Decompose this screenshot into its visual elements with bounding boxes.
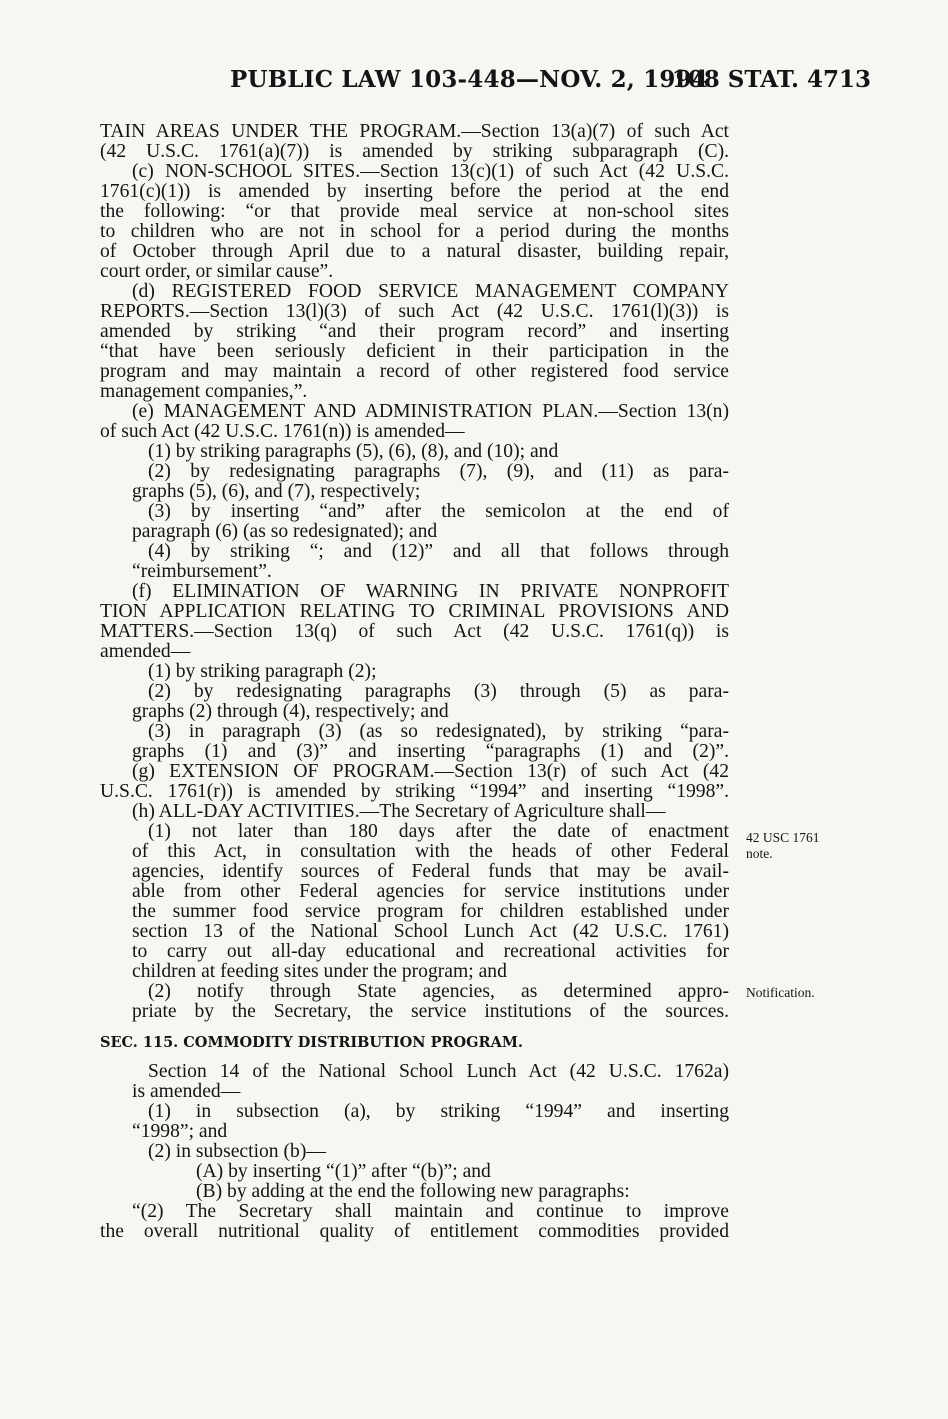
page-header bbox=[204, 60, 871, 104]
text-line: (h) ALL-DAY ACTIVITIES.—The Secretary of Agriculture shall— bbox=[132, 802, 666, 822]
text-line: amended— bbox=[100, 642, 191, 662]
text-line: REPORTS.—Section 13(l)(3) of such Act (42 U.S.C. 1761(l)(3)) is bbox=[100, 302, 729, 322]
text-line: management companies,”. bbox=[100, 382, 308, 402]
text-line: children at feeding sites under the program; and bbox=[132, 962, 507, 982]
text-line: graphs (5), (6), and (7), respectively; bbox=[132, 482, 421, 502]
text-line: amended by striking “and their program record” and inserting bbox=[100, 322, 729, 342]
text-line: (3) in paragraph (3) (as so redesignated), by striking “para- bbox=[148, 722, 729, 742]
text-line: is amended— bbox=[132, 1082, 241, 1102]
text-line: “(2) The Secretary shall maintain and continue to improve bbox=[132, 1202, 729, 1222]
text-line: (2) in subsection (b)— bbox=[148, 1142, 326, 1162]
text-line: 1761(c)(1)) is amended by inserting before the period at the end bbox=[100, 182, 729, 202]
text-line: “1998”; and bbox=[132, 1122, 228, 1142]
text-line: “reimbursement”. bbox=[132, 562, 272, 582]
text-line: (1) not later than 180 days after the date of enactment bbox=[148, 822, 729, 842]
text-line: (2) by redesignating paragraphs (3) through (5) as para- bbox=[148, 682, 729, 702]
text-line: of such Act (42 U.S.C. 1761(n)) is amended— bbox=[100, 422, 465, 442]
text-line: court order, or similar cause”. bbox=[100, 262, 334, 282]
text-line: the overall nutritional quality of entitlement commodities provided bbox=[100, 1222, 729, 1242]
text-line: (4) by striking “; and (12)” and all that follows through bbox=[148, 542, 729, 562]
text-line: graphs (2) through (4), respectively; and bbox=[132, 702, 449, 722]
margin-note-line: note. bbox=[746, 846, 773, 861]
text-line: able from other Federal agencies for service institutions under bbox=[132, 882, 729, 902]
text-line: TION APPLICATION RELATING TO CRIMINAL PROVISIONS AND bbox=[100, 602, 729, 622]
header-title: PUBLIC LAW 103-448—NOV. 2, 1994 bbox=[230, 66, 709, 93]
text-line: priate by the Secretary, the service institutions of the sources. bbox=[132, 1002, 729, 1022]
text-line: (B) by adding at the end the following new paragraphs: bbox=[196, 1182, 630, 1202]
text-line: TAIN AREAS UNDER THE PROGRAM.—Section 13(a)(7) of such Act bbox=[100, 122, 729, 142]
text-line: (f) ELIMINATION OF WARNING IN PRIVATE NONPROFIT bbox=[132, 582, 729, 602]
margin-note-notification: Notification. bbox=[746, 985, 815, 1000]
text-line: to carry out all-day educational and recreational activities for bbox=[132, 942, 729, 962]
text-line: (2) notify through State agencies, as determined appro- bbox=[148, 982, 729, 1002]
margin-note-usc bbox=[746, 830, 866, 862]
text-line: (1) by striking paragraphs (5), (6), (8), and (10); and bbox=[148, 442, 559, 462]
text-line: (1) in subsection (a), by striking “1994” and inserting bbox=[148, 1102, 729, 1122]
text-line: (42 U.S.C. 1761(a)(7)) is amended by striking subparagraph (C). bbox=[100, 142, 729, 162]
text-line: program and may maintain a record of other registered food service bbox=[100, 362, 729, 382]
text-line: the following: “or that provide meal service at non-school sites bbox=[100, 202, 729, 222]
text-line: section 13 of the National School Lunch Act (42 U.S.C. 1761) bbox=[132, 922, 729, 942]
text-line: “that have been seriously deficient in their participation in the bbox=[100, 342, 729, 362]
text-line: (2) by redesignating paragraphs (7), (9), and (11) as para- bbox=[148, 462, 729, 482]
text-line: to children who are not in school for a period during the months bbox=[100, 222, 729, 242]
text-line: U.S.C. 1761(r)) is amended by striking “1994” and inserting “1998”. bbox=[100, 782, 729, 802]
text-line: (g) EXTENSION OF PROGRAM.—Section 13(r) of such Act (42 bbox=[132, 762, 729, 782]
text-line: (e) MANAGEMENT AND ADMINISTRATION PLAN.—Section 13(n) bbox=[132, 402, 729, 422]
text-line: (3) by inserting “and” after the semicolon at the end of bbox=[148, 502, 729, 522]
margin-note-line: 42 USC 1761 bbox=[746, 830, 820, 845]
text-line: (d) REGISTERED FOOD SERVICE MANAGEMENT COMPANY bbox=[132, 282, 729, 302]
text-line: graphs (1) and (3)” and inserting “paragraphs (1) and (2)”. bbox=[132, 742, 729, 762]
header-stat-citation: 108 STAT. 4713 bbox=[671, 66, 871, 93]
text-line: of October through April due to a natural disaster, building repair, bbox=[100, 242, 729, 262]
text-line: MATTERS.—Section 13(q) of such Act (42 U.S.C. 1761(q)) is bbox=[100, 622, 729, 642]
text-line: Section 14 of the National School Lunch Act (42 U.S.C. 1762a) bbox=[148, 1062, 729, 1082]
text-line: (A) by inserting “(1)” after “(b)”; and bbox=[196, 1162, 491, 1182]
document-body bbox=[100, 122, 729, 1242]
text-line: of this Act, in consultation with the heads of other Federal bbox=[132, 842, 729, 862]
section-heading: SEC. 115. COMMODITY DISTRIBUTION PROGRAM. bbox=[100, 1034, 523, 1051]
text-line: (c) NON-SCHOOL SITES.—Section 13(c)(1) of such Act (42 U.S.C. bbox=[132, 162, 729, 182]
text-line: agencies, identify sources of Federal funds that may be avail- bbox=[132, 862, 729, 882]
text-line: the summer food service program for children established under bbox=[132, 902, 729, 922]
text-line: paragraph (6) (as so redesignated); and bbox=[132, 522, 438, 542]
text-line: (1) by striking paragraph (2); bbox=[148, 662, 377, 682]
